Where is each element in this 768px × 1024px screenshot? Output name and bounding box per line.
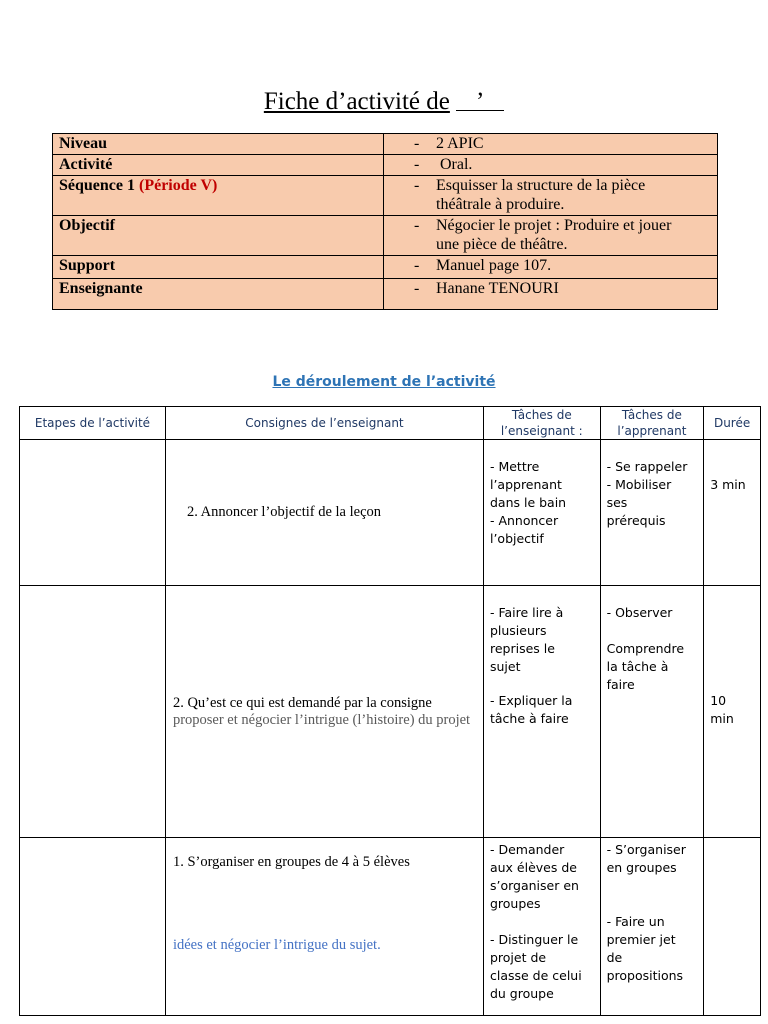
info-value: Oral. [440,156,473,173]
task-line [607,895,698,913]
task-line: - Mettre [489,459,540,474]
task-line: s’organiser en [489,878,579,893]
header-duree: Durée [704,407,761,440]
duree-cell [704,440,761,586]
task-line: aux élèves de [489,860,577,875]
info-value-cell [384,134,718,155]
taches-apprenant-cell [600,440,704,586]
task-line: du groupe [489,986,554,1001]
info-label: Niveau [53,134,384,155]
info-label: Activité [53,155,384,176]
task-line: - Annoncer [489,513,559,528]
taches-apprenant-cell [600,838,704,1016]
task-line: - Expliquer la [489,693,573,708]
info-dash: - [414,177,420,194]
info-row [53,256,718,279]
header-taches-apprenant [600,407,704,440]
info-value: 2 APIC [436,135,484,152]
info-label-text: Séquence 1 [59,177,135,194]
task-line: l’apprenant [489,477,562,492]
activity-table [19,406,761,1016]
info-row [53,176,718,216]
etape-cell [20,440,166,586]
info-value: Hanane TENOURI [436,280,559,297]
etape-cell [20,838,166,1016]
table-row [20,440,761,586]
task-line: la tâche à [606,659,669,674]
info-row [53,279,718,310]
task-line: tâche à faire [489,711,569,726]
title-apostrophe: ’ [475,88,485,115]
duree-text: 10 [710,693,727,708]
info-value-cell [384,279,718,310]
task-line [607,877,698,895]
task-line: sujet [489,659,521,674]
task-line: premier jet [606,932,676,947]
info-dash: - [414,257,420,274]
header-consignes: Consignes de l’enseignant [165,407,483,440]
task-line: - Distinguer le [489,932,579,947]
header-line: Tâches de [511,408,572,422]
info-value-cell [384,256,718,279]
duree-text: min [710,711,734,726]
task-line: - Se rappeler [606,459,688,474]
task-line: - Mobiliser [606,477,672,492]
taches-enseignant-cell [483,586,600,838]
info-value-cell [384,216,718,256]
info-value-cell [384,176,718,216]
task-line: de [606,950,623,965]
page-title [0,88,768,116]
info-label [53,176,384,216]
info-value-line: Négocier le projet : Produire et jouer [436,217,672,234]
info-label-period: (Période V) [139,177,218,194]
task-line: plusieurs [489,623,547,638]
task-line: ses [606,495,628,510]
consigne-detail: proposer et négocier l’intrigue (l’histoire) du projet [172,711,471,728]
table-row [20,586,761,838]
consigne-text: 2. Qu’est ce qui est demandé par la consigne [172,694,432,711]
task-line: classe de celui [489,968,582,983]
task-line: groupes [489,896,541,911]
task-line: propositions [606,968,684,983]
header-etapes: Etapes de l’activité [20,407,166,440]
header-taches-enseignant [483,407,600,440]
consigne-text: 1. S’organiser en groupes de 4 à 5 élèves [172,854,410,870]
consigne-text: 2. Annoncer l’objectif de la leçon [186,504,382,520]
info-dash: - [414,135,420,152]
task-line: - Observer [606,605,673,620]
info-value-line: Esquisser la structure de la pièce [436,177,646,194]
task-line: l’objectif [489,531,544,546]
task-line: reprises le [489,641,555,656]
header-line: l’enseignant : [500,424,583,438]
info-value-cell [384,155,718,176]
info-dash: - [414,280,420,297]
etape-cell [20,586,166,838]
task-line: faire [606,677,635,692]
taches-enseignant-cell [483,440,600,586]
task-line: - Faire un [606,914,665,929]
header-row [20,407,761,440]
task-line: dans le bain [489,495,567,510]
consigne-cell [165,838,483,1016]
consigne-detail: idées et négocier l’intrigue du sujet. [172,937,381,953]
header-line: l’apprenant [617,424,687,438]
info-label: Enseignante [53,279,384,310]
taches-enseignant-cell [483,838,600,1016]
header-line: Tâches de [621,408,682,422]
task-line: en groupes [606,860,677,875]
duree-text: 3 min [710,477,746,492]
info-table [52,133,718,310]
info-row [53,216,718,256]
task-line: Comprendre [606,641,685,656]
consigne-cell [165,440,483,586]
info-value-line: théâtrale à produire. [436,196,565,213]
info-row [53,155,718,176]
consigne-cell [165,586,483,838]
info-value: Manuel page 107. [436,257,552,274]
section-title: Le déroulement de l’activité [272,374,496,390]
info-label: Objectif [53,216,384,256]
info-dash: - [414,156,420,173]
info-value-line: une pièce de théâtre. [436,236,568,253]
task-line: - Faire lire à [489,605,564,620]
info-label: Support [53,256,384,279]
task-line: - Demander [489,842,565,857]
title-text: Fiche d’activité de [263,88,450,115]
task-line [490,913,594,931]
taches-apprenant-cell [600,586,704,838]
table-row [20,838,761,1016]
title-blank [456,88,504,115]
task-line: - S’organiser [606,842,686,857]
info-row [53,134,718,155]
task-line [607,622,698,640]
info-dash: - [414,217,420,234]
task-line [490,676,594,692]
task-line: prérequis [606,513,666,528]
task-line: projet de [489,950,547,965]
duree-cell [704,838,761,1016]
duree-cell [704,586,761,838]
